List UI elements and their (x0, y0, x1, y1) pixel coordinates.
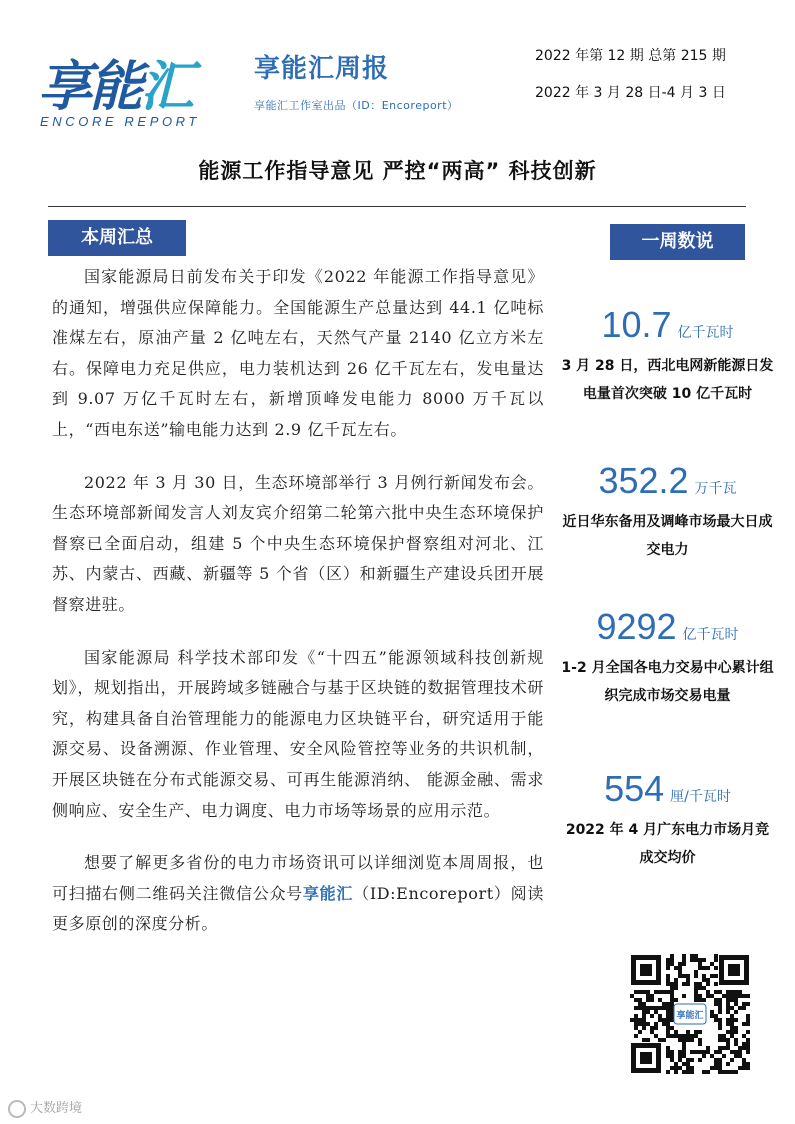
stat-item (555, 460, 780, 564)
stat-description: 近日华东备用及调峰市场最大日成交电力 (562, 514, 773, 558)
watermark-logo-icon (8, 1100, 26, 1118)
stat-value: 352.2 (598, 460, 689, 501)
stat-value: 554 (604, 768, 665, 809)
divider (48, 206, 746, 207)
paragraph-2: 2022 年 3 月 30 日，生态环境部举行 3 月例行新闻发布会。生态环境部新闻发言人刘友宾介绍第二轮第六批中央生态环境保护督察已全面启动，组建 5 个中央生态环境保护督察组对河北、江苏、内蒙古、西藏、新疆等 5 个省（区）和新疆生产建设兵团开展督察进驻。 (52, 472, 544, 614)
stat-item (555, 768, 780, 872)
paragraph-4 (52, 848, 544, 940)
watermark (8, 1097, 82, 1118)
paragraph-4-tail: （ID:Encoreport）阅读更多原创的深度分析。 (52, 883, 544, 934)
paragraph-3: 国家能源局 科学技术部印发《“十四五”能源领域科技创新规划》，规划指出，开展跨域多链融合与基于区块链的数据管理技术研究，构建具备自治管理能力的能源电力区块链平台，研究适用于能源交易、设备溯源、作业管理、安全风险管控等业务的共识机制，开展区块链在分布式能源交易、可再生能源消纳、 能源金融、需求侧响应、安全生产、电力调度、电力市场等场景的应用示范。 (52, 647, 544, 820)
paragraph-1: 国家能源局日前发布关于印发《2022 年能源工作指导意见》的通知，增强供应保障能力。全国能源生产总量达到 44.1 亿吨标准煤左右，原油产量 2 亿吨左右，天然气产量 2140 亿立方米左右。保障电力充足供应，电力装机达到 26 亿千瓦左右，发电量达到 9.07 万亿千瓦时左右，新增顶峰发电能力 8000 万千瓦以上，“西电东送”输电能力达到 2.9 亿千瓦左右。 (52, 267, 544, 439)
date-range: 2022 年 3 月 28 日-4 月 3 日 (535, 85, 726, 101)
stat-unit: 亿千瓦时 (682, 627, 739, 643)
headline: 能源工作指导意见 严控“两高” 科技创新 (198, 159, 597, 183)
summary-tag: 本周汇总 (48, 220, 186, 256)
stat-value: 9292 (596, 606, 677, 647)
logo-en: ENCORE REPORT (40, 114, 200, 129)
brand-subtitle: 享能汇工作室出品（ID：Encoreport） (254, 99, 459, 112)
numbers-tag: 一周数说 (610, 224, 745, 260)
paragraph-4-text: 想要了解更多省份的电力市场资讯可以详细浏览本周周报，也可扫描右侧二维码关注微信公众号 (52, 853, 544, 903)
stat-value: 10.7 (601, 304, 672, 345)
stat-unit: 厘/千瓦时 (670, 789, 731, 805)
qr-code[interactable] (630, 954, 750, 1074)
brand-title: 享能汇周报 (254, 54, 390, 84)
account-name-link[interactable]: 享能汇 (302, 883, 354, 903)
issue-number: 2022 年第 12 期 总第 215 期 (535, 48, 726, 64)
stat-description: 1-2 月全国各电力交易中心累计组织完成市场交易电量 (561, 660, 774, 704)
stat-unit: 亿千瓦时 (677, 325, 734, 341)
stat-unit: 万千瓦 (694, 481, 737, 497)
watermark-text: 大数跨境 (30, 1101, 83, 1116)
qr-center-label: 享能汇 (676, 1011, 704, 1021)
stat-description: 3 月 28 日，西北电网新能源日发电量首次突破 10 亿千瓦时 (561, 358, 774, 402)
stat-item (555, 304, 780, 408)
logo-text: 享能汇 (38, 55, 191, 118)
stat-description: 2022 年 4 月广东电力市场月竞成交均价 (565, 822, 770, 866)
logo (38, 56, 228, 134)
article-body (52, 262, 544, 962)
stat-item (555, 606, 780, 710)
